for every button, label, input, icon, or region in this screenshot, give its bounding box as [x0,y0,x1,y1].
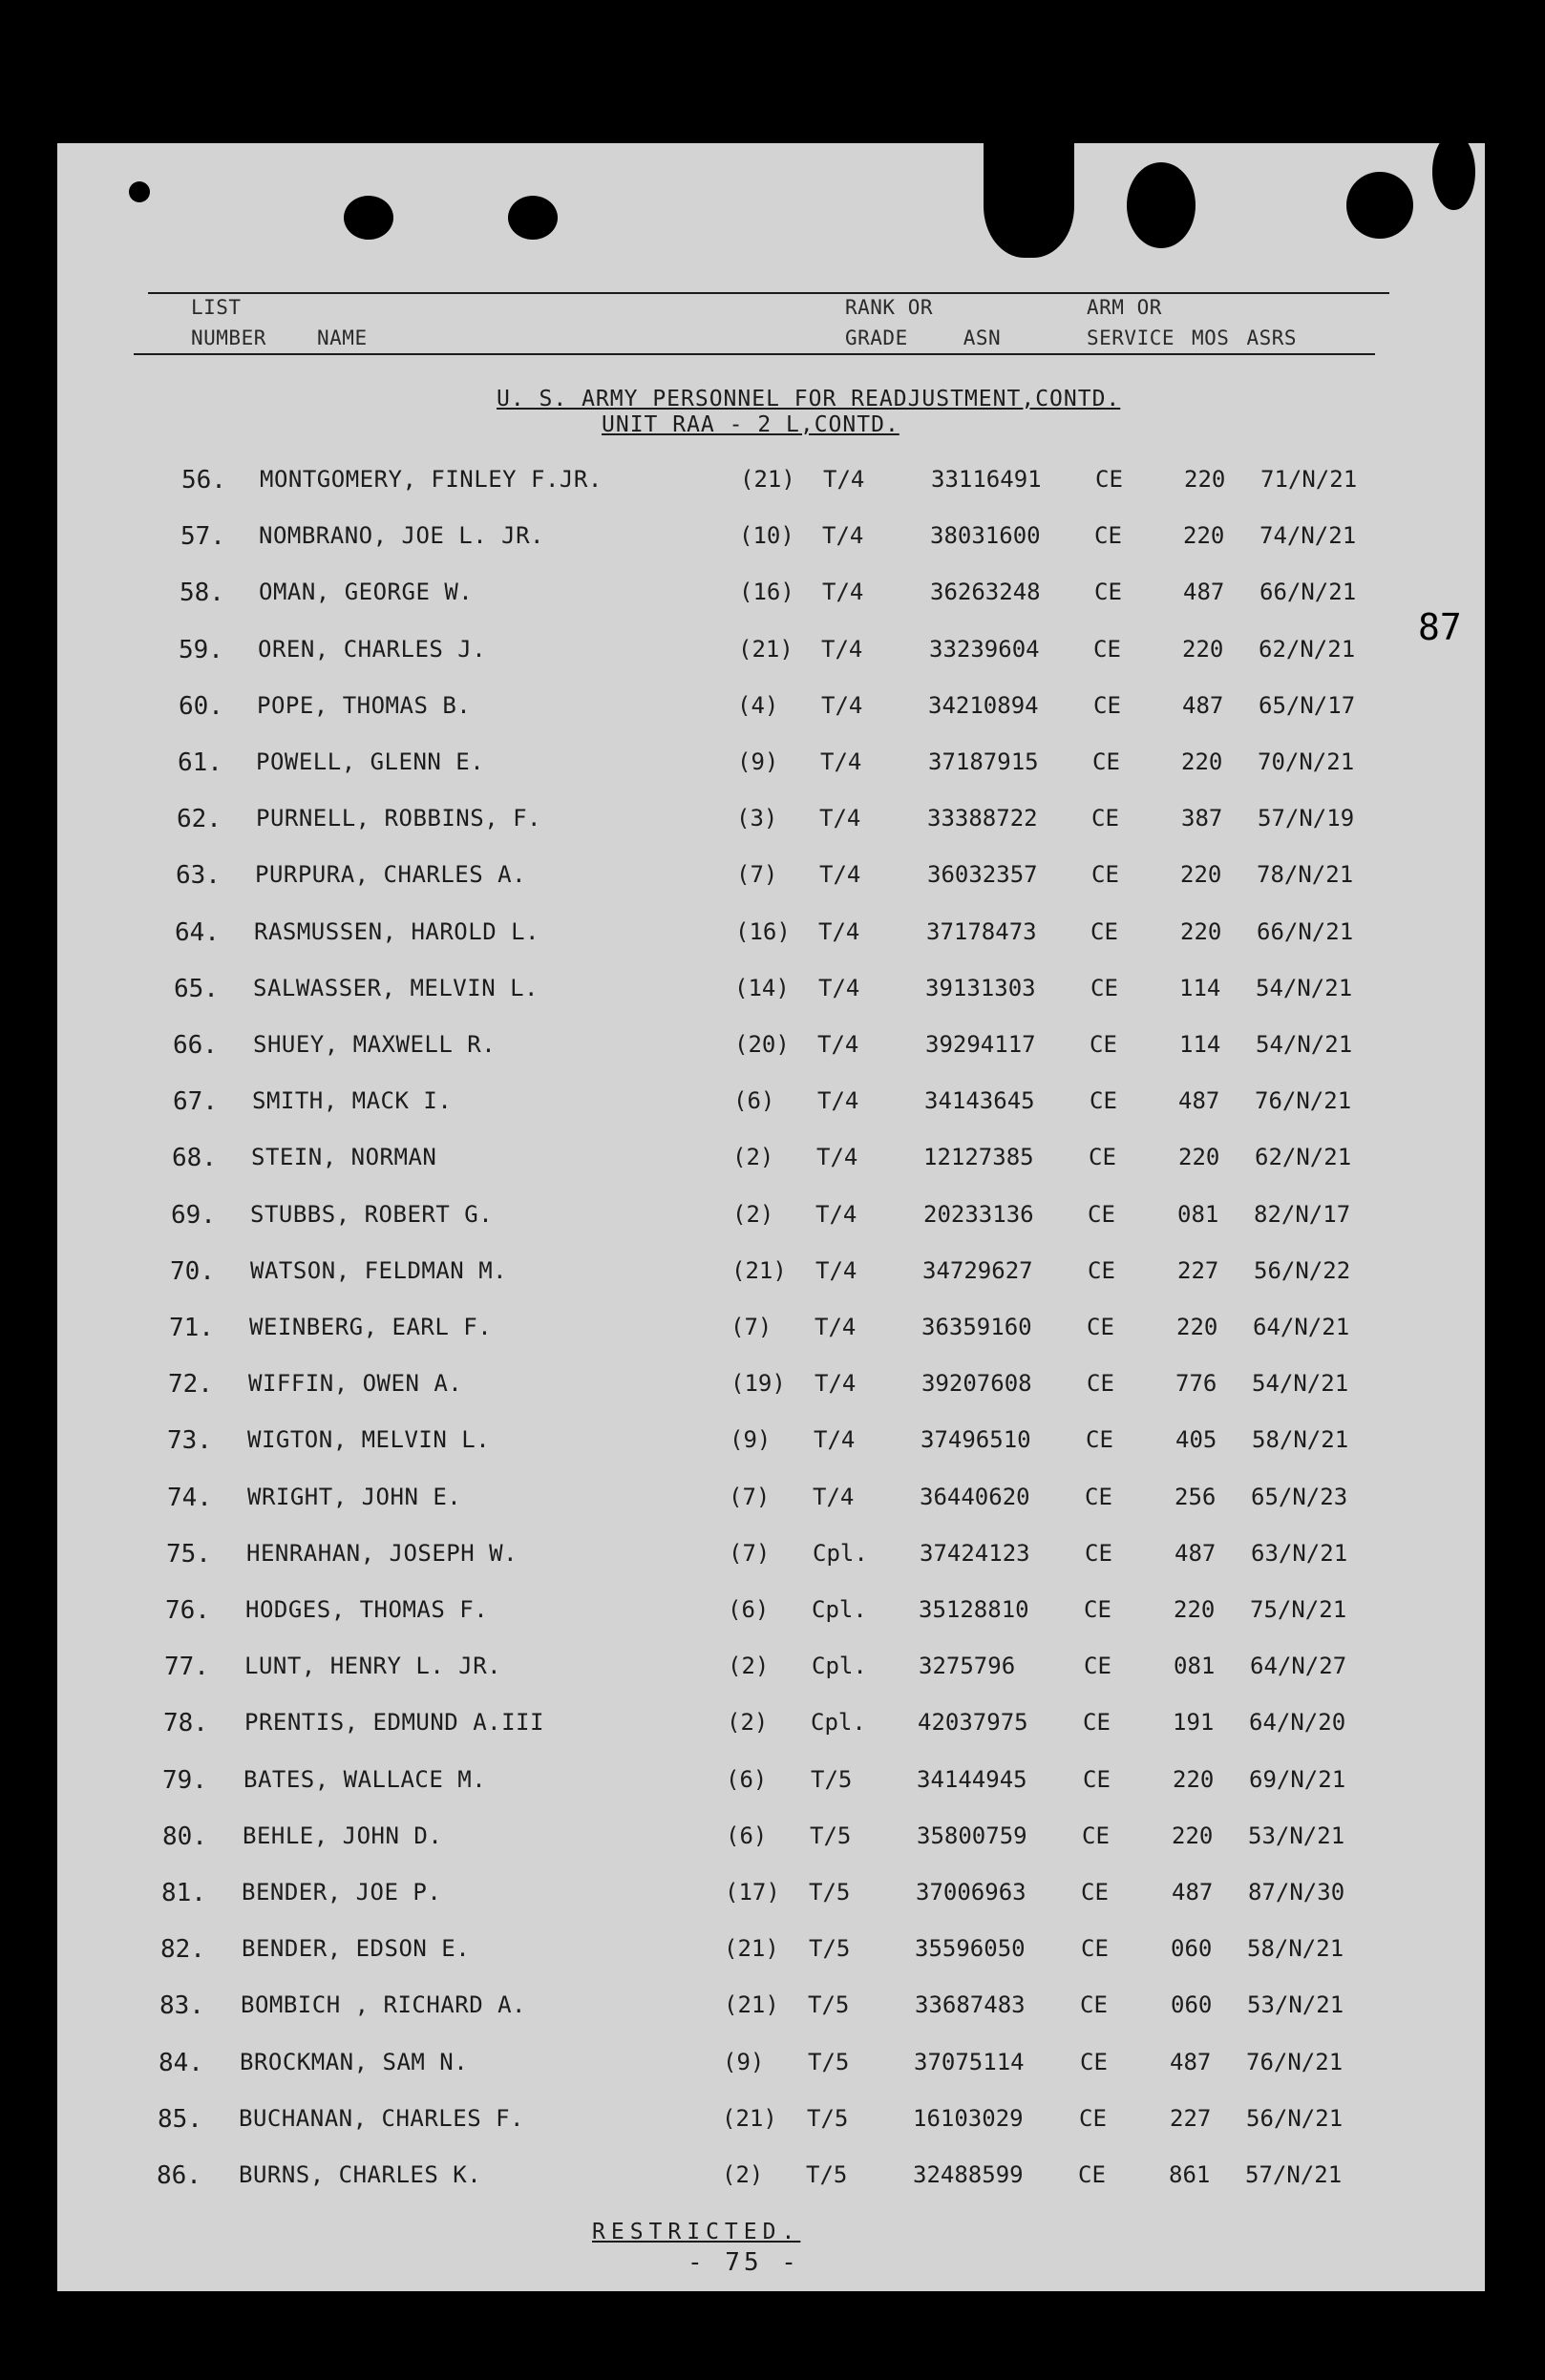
table-row [0,1653,1528,1691]
table-row [0,522,1528,560]
cell-num: 64. [175,917,220,947]
cell-num: 74. [167,1483,212,1512]
cell-asrs: 62/N/21 [1255,1144,1352,1171]
cell-rank: T/4 [819,805,861,832]
cell-arm: CE [1083,1709,1111,1737]
cell-mos: 220 [1176,1314,1218,1340]
cell-asn: 33116491 [931,466,1042,493]
cell-num: 75. [166,1539,211,1569]
cell-num: 57. [180,522,225,552]
table-row [0,1257,1528,1295]
cell-mos: 861 [1169,2161,1211,2188]
cell-rank: T/4 [815,1314,857,1340]
cell-name: PRENTIS, EDMUND A.III [244,1709,544,1737]
cell-rank: T/4 [821,635,863,663]
page-number: - 75 - [688,2248,800,2277]
cell-asn: 38031600 [930,522,1041,550]
cell-asrs: 70/N/21 [1258,748,1355,775]
cell-asrs: 66/N/21 [1257,917,1354,945]
cell-code: (6) [728,1596,770,1623]
torn-edge [984,143,1074,258]
cell-code: (20) [734,1031,790,1058]
header-bottom-rule [134,353,1375,355]
cell-asn: 36440620 [920,1483,1030,1510]
cell-asn: 3275796 [919,1653,1016,1680]
cell-arm: CE [1086,1426,1113,1454]
cell-rank: T/5 [807,2104,849,2132]
cell-mos: 191 [1173,1709,1215,1737]
table-row [0,1991,1528,2030]
cell-rank: T/5 [808,2048,850,2075]
cell-asn: 39294117 [925,1031,1036,1058]
cell-asn: 42037975 [918,1709,1028,1737]
cell-asrs: 53/N/21 [1247,1991,1344,2019]
cell-asn: 36032357 [927,861,1038,889]
cell-code: (6) [733,1087,775,1115]
cell-mos: 220 [1181,748,1223,775]
cell-name: OREN, CHARLES J. [258,635,487,663]
cell-code: (7) [736,861,778,889]
cell-name: SMITH, MACK I. [252,1087,453,1115]
table-row [0,805,1528,843]
table-row [0,1144,1528,1182]
cell-mos: 220 [1183,522,1225,550]
cell-rank: Cpl. [812,1653,867,1680]
cell-num: 60. [179,691,223,721]
table-row [0,466,1528,504]
cell-name: MONTGOMERY, FINLEY F.JR. [260,466,603,493]
cell-rank: T/5 [809,1935,851,1963]
header-asn: ASN [963,326,1002,349]
cell-name: OMAN, GEORGE W. [259,579,474,606]
cell-code: (3) [736,805,778,832]
cell-num: 76. [165,1596,210,1625]
table-row [0,918,1528,957]
cell-arm: CE [1092,748,1120,775]
table-row [0,2161,1528,2200]
cell-mos: 081 [1177,1200,1219,1228]
cell-code: (6) [726,1822,768,1849]
table-row [0,1822,1528,1861]
cell-asrs: 54/N/21 [1252,1370,1349,1398]
cell-mos: 220 [1174,1596,1216,1623]
cell-asrs: 75/N/21 [1250,1596,1347,1623]
cell-arm: CE [1093,691,1121,719]
cell-arm: CE [1091,805,1119,832]
cell-code: (2) [732,1200,774,1228]
cell-arm: CE [1089,1144,1116,1171]
cell-asrs: 56/N/22 [1254,1256,1351,1284]
torn-edge [1346,172,1413,239]
cell-asn: 36359160 [921,1314,1032,1340]
cell-asn: 34144945 [917,1765,1027,1793]
cell-mos: 220 [1182,635,1224,663]
table-row [0,579,1528,617]
cell-rank: T/5 [809,1879,851,1906]
cell-name: BENDER, EDSON E. [242,1935,471,1963]
cell-num: 63. [176,861,221,891]
cell-name: SHUEY, MAXWELL R. [253,1031,497,1058]
cell-rank: T/4 [818,974,860,1001]
cell-code: (21) [740,466,795,493]
cell-code: (17) [725,1879,780,1906]
cell-arm: CE [1095,466,1123,493]
table-row [0,1484,1528,1522]
cell-mos: 487 [1170,2048,1212,2075]
cell-arm: CE [1085,1539,1112,1567]
cell-name: HENRAHAN, JOSEPH W. [246,1539,519,1567]
cell-asn: 37178473 [926,917,1037,945]
cell-asrs: 57/N/21 [1245,2161,1343,2188]
cell-arm: CE [1090,974,1118,1001]
cell-mos: 227 [1177,1256,1219,1284]
cell-code: (16) [735,917,791,945]
cell-code: (14) [734,974,790,1001]
cell-arm: CE [1094,579,1122,606]
cell-arm: CE [1085,1483,1112,1510]
cell-arm: CE [1079,2104,1107,2132]
cell-mos: 256 [1175,1483,1217,1510]
cell-num: 59. [179,635,223,664]
cell-code: (21) [738,635,794,663]
cell-asrs: 76/N/21 [1255,1087,1352,1115]
cell-asrs: 54/N/21 [1256,1031,1353,1058]
cell-asn: 35800759 [917,1822,1027,1849]
cell-num: 86. [157,2161,201,2190]
cell-num: 79. [162,1765,207,1795]
cell-asn: 39131303 [925,974,1036,1001]
cell-mos: 060 [1171,1935,1213,1963]
cell-asrs: 64/N/21 [1253,1314,1350,1340]
cell-code: (21) [722,2104,777,2132]
cell-name: BURNS, CHARLES K. [239,2161,482,2188]
cell-asn: 37187915 [928,748,1039,775]
cell-asrs: 62/N/21 [1259,635,1356,663]
torn-edge [1432,134,1475,210]
cell-code: (7) [729,1483,771,1510]
cell-asrs: 63/N/21 [1251,1539,1348,1567]
cell-num: 67. [173,1087,218,1117]
cell-asn: 39207608 [921,1370,1032,1398]
cell-asn: 32488599 [913,2161,1024,2188]
table-row [0,1540,1528,1578]
cell-arm: CE [1083,1765,1111,1793]
cell-arm: CE [1081,1879,1109,1906]
cell-name: BATES, WALLACE M. [243,1765,487,1793]
cell-asn: 37496510 [921,1426,1031,1454]
cell-asrs: 71/N/21 [1260,466,1358,493]
cell-asrs: 65/N/23 [1251,1483,1348,1510]
cell-asn: 20233136 [923,1200,1034,1228]
cell-asrs: 78/N/21 [1257,861,1354,889]
cell-asn: 33687483 [915,1991,1026,2019]
cell-code: (4) [737,691,779,719]
cell-rank: T/4 [817,1031,859,1058]
cell-name: RASMUSSEN, HAROLD L. [254,917,540,945]
cell-rank: T/5 [806,2161,848,2188]
section-title: U. S. ARMY PERSONNEL FOR READJUSTMENT,CONTD. [497,387,1121,411]
cell-code: (21) [724,1991,779,2019]
punch-hole [344,196,393,240]
cell-name: BENDER, JOE P. [242,1879,442,1906]
header-name: NAME [317,326,368,349]
cell-mos: 220 [1172,1822,1214,1849]
cell-code: (2) [727,1709,769,1737]
cell-code: (21) [724,1935,779,1963]
cell-num: 61. [178,748,222,777]
cell-asn: 16103029 [913,2104,1024,2132]
table-row [0,2049,1528,2087]
cell-asrs: 56/N/21 [1246,2104,1344,2132]
cell-mos: 060 [1171,1991,1213,2019]
cell-rank: T/4 [815,1256,857,1284]
cell-name: STUBBS, ROBERT G. [250,1200,494,1228]
cell-rank: T/4 [815,1370,857,1398]
cell-num: 82. [160,1935,205,1965]
cell-name: BROCKMAN, SAM N. [240,2048,469,2075]
cell-arm: CE [1080,1991,1108,2019]
header-mos: MOS [1192,326,1230,349]
cell-asrs: 74/N/21 [1259,522,1357,550]
cell-name: WEINBERG, EARL F. [249,1314,493,1340]
cell-code: (2) [722,2161,764,2188]
cell-name: HODGES, THOMAS F. [245,1596,489,1623]
cell-code: (7) [730,1314,772,1340]
header-list: LIST NUMBER NAME [191,296,368,349]
cell-num: 71. [169,1314,214,1342]
cell-code: (2) [732,1144,774,1171]
cell-mos: 387 [1181,805,1223,832]
cell-rank: Cpl. [812,1596,867,1623]
cell-num: 85. [158,2104,202,2134]
table-row [0,1087,1528,1126]
handwritten-page-mark: 87 [1418,606,1462,648]
cell-rank: T/4 [821,691,863,719]
cell-name: BOMBICH , RICHARD A. [241,1991,526,2019]
table-row [0,1709,1528,1747]
cell-arm: CE [1090,1031,1117,1058]
cell-rank: T/4 [815,1200,857,1228]
cell-code: (19) [730,1370,786,1398]
cell-asrs: 53/N/21 [1248,1822,1345,1849]
cell-rank: T/4 [816,1144,858,1171]
table-row [0,1766,1528,1804]
cell-arm: CE [1090,1087,1117,1115]
cell-rank: Cpl. [813,1539,868,1567]
cell-rank: T/4 [818,917,860,945]
cell-rank: T/5 [811,1765,853,1793]
cell-num: 77. [164,1653,209,1682]
cell-arm: CE [1087,1370,1114,1398]
table-row [0,1596,1528,1634]
cell-asn: 12127385 [923,1144,1034,1171]
cell-asrs: 87/N/30 [1248,1879,1345,1906]
cell-num: 56. [181,466,226,495]
cell-num: 81. [161,1879,206,1907]
cell-num: 73. [167,1426,212,1456]
cell-mos: 220 [1180,917,1222,945]
cell-arm: CE [1082,1822,1110,1849]
cell-num: 62. [177,805,222,834]
cell-asrs: 58/N/21 [1247,1935,1344,1963]
cell-name: PURPURA, CHARLES A. [255,861,527,889]
header-arm: ARM OR SERVICE MOS ASRS [1087,296,1298,349]
cell-name: STEIN, NORMAN [251,1144,437,1171]
cell-rank: T/5 [810,1822,852,1849]
cell-rank: T/4 [823,466,865,493]
cell-num: 84. [159,2048,203,2077]
cell-num: 78. [163,1709,208,1738]
cell-name: POPE, THOMAS B. [257,691,472,719]
table-row [0,748,1528,787]
cell-mos: 487 [1175,1539,1217,1567]
cell-mos: 114 [1179,974,1221,1001]
cell-rank: T/4 [822,579,864,606]
cell-asn: 33388722 [927,805,1038,832]
cell-name: LUNT, HENRY L. JR. [244,1653,502,1680]
cell-num: 65. [174,974,219,1003]
cell-num: 68. [172,1144,217,1173]
cell-asn: 37424123 [920,1539,1030,1567]
cell-name: BUCHANAN, CHARLES F. [239,2104,524,2132]
section-subtitle: UNIT RAA - 2 L,CONTD. [602,412,899,437]
cell-asn: 35128810 [919,1596,1029,1623]
table-row [0,861,1528,899]
cell-mos: 220 [1180,861,1222,889]
cell-name: WIFFIN, OWEN A. [248,1370,463,1398]
cell-mos: 081 [1174,1653,1216,1680]
cell-rank: T/4 [814,1426,856,1454]
table-row [0,975,1528,1013]
cell-mos: 487 [1182,691,1224,719]
cell-mos: 405 [1175,1426,1217,1454]
cell-rank: T/4 [819,861,861,889]
cell-asn: 37075114 [914,2048,1025,2075]
table-row [0,1426,1528,1464]
cell-asrs: 64/N/27 [1250,1653,1347,1680]
cell-rank: T/4 [820,748,862,775]
cell-num: 69. [171,1200,216,1230]
cell-asrs: 57/N/19 [1258,805,1355,832]
punch-hole [508,196,558,240]
cell-asn: 34210894 [928,691,1039,719]
cell-name: NOMBRANO, JOE L. JR. [259,522,544,550]
header-asrs: ASRS [1246,326,1298,349]
cell-mos: 776 [1175,1370,1217,1398]
table-row [0,692,1528,730]
cell-arm: CE [1088,1200,1115,1228]
cell-mos: 487 [1178,1087,1220,1115]
cell-rank: T/5 [808,1991,850,2019]
cell-num: 83. [159,1991,204,2021]
cell-code: (6) [726,1765,768,1793]
cell-name: POWELL, GLENN E. [256,748,485,775]
cell-mos: 220 [1178,1144,1220,1171]
cell-mos: 220 [1173,1765,1215,1793]
cell-rank: T/4 [813,1483,855,1510]
cell-num: 80. [162,1822,207,1851]
cell-asn: 33239604 [929,635,1040,663]
cell-num: 72. [168,1370,213,1400]
cell-arm: CE [1093,635,1121,663]
cell-name: BEHLE, JOHN D. [243,1822,443,1849]
cell-asrs: 82/N/17 [1254,1200,1351,1228]
cell-mos: 220 [1184,466,1226,493]
cell-num: 58. [180,579,224,608]
cell-name: SALWASSER, MELVIN L. [253,974,539,1001]
cell-code: (9) [730,1426,772,1454]
cell-code: (2) [728,1653,770,1680]
punch-hole [129,181,150,202]
cell-asn: 37006963 [916,1879,1026,1906]
cell-code: (10) [739,522,794,550]
cell-asrs: 76/N/21 [1246,2048,1344,2075]
cell-arm: CE [1088,1256,1115,1284]
cell-asn: 35596050 [915,1935,1026,1963]
cell-asn: 34729627 [922,1256,1033,1284]
table-row [0,1370,1528,1408]
cell-mos: 227 [1170,2104,1212,2132]
cell-asn: 36263248 [930,579,1041,606]
header-rank: RANK OR GRADE ASN [845,296,1002,349]
table-row [0,1201,1528,1239]
table-row [0,1879,1528,1917]
cell-name: WATSON, FELDMAN M. [250,1256,508,1284]
cell-arm: CE [1084,1596,1111,1623]
cell-name: WRIGHT, JOHN E. [247,1483,462,1510]
cell-arm: CE [1091,861,1119,889]
cell-rank: Cpl. [811,1709,866,1737]
table-row [0,1314,1528,1352]
cell-asrs: 69/N/21 [1249,1765,1346,1793]
cell-name: WIGTON, MELVIN L. [247,1426,491,1454]
cell-code: (7) [729,1539,771,1567]
cell-rank: T/4 [822,522,864,550]
restricted-marking: RESTRICTED. [592,2220,801,2244]
cell-code: (21) [731,1256,787,1284]
torn-edge [1127,162,1196,248]
cell-asrs: 58/N/21 [1252,1426,1349,1454]
table-row [0,636,1528,674]
cell-mos: 487 [1172,1879,1214,1906]
cell-code: (9) [723,2048,765,2075]
cell-arm: CE [1087,1314,1114,1340]
cell-rank: T/4 [817,1087,859,1115]
cell-mos: 114 [1179,1031,1221,1058]
cell-asrs: 65/N/17 [1259,691,1356,719]
cell-code: (16) [739,579,794,606]
cell-name: PURNELL, ROBBINS, F. [256,805,541,832]
cell-arm: CE [1084,1653,1111,1680]
cell-arm: CE [1078,2161,1106,2188]
cell-arm: CE [1080,2048,1108,2075]
cell-asrs: 64/N/20 [1249,1709,1346,1737]
cell-num: 66. [173,1031,218,1060]
table-row [0,1935,1528,1973]
cell-mos: 487 [1183,579,1225,606]
table-row [0,1031,1528,1069]
cell-num: 70. [170,1256,215,1286]
cell-arm: CE [1090,917,1118,945]
cell-asn: 34143645 [924,1087,1035,1115]
cell-asrs: 66/N/21 [1259,579,1357,606]
cell-arm: CE [1081,1935,1109,1963]
table-row [0,2105,1528,2143]
cell-arm: CE [1094,522,1122,550]
cell-asrs: 54/N/21 [1256,974,1353,1001]
cell-code: (9) [737,748,779,775]
